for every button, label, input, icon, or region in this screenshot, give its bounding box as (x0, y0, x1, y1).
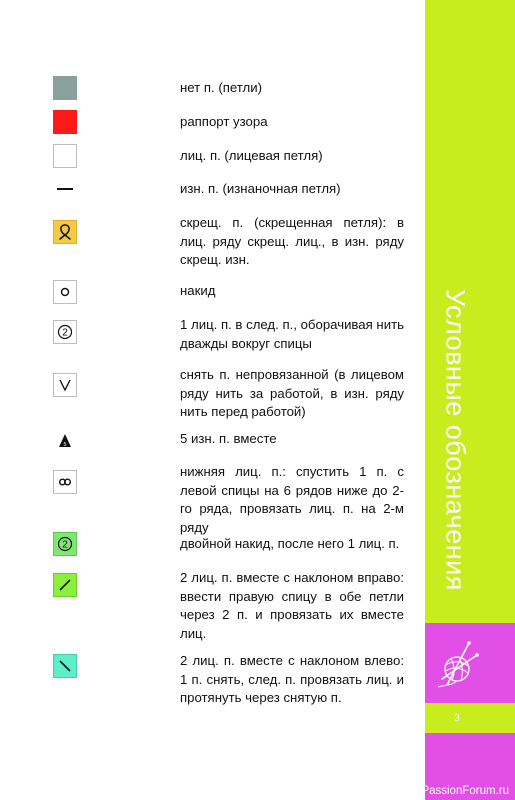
legend-text: 1 лиц. п. в след. п., оборачивая нить дважды вокруг спицы (180, 317, 404, 351)
double-yarn-over-circled-2-icon (53, 532, 77, 556)
five-purl-together-triangle-icon (53, 429, 77, 453)
page-number: 3 (454, 713, 460, 724)
svg-text:5: 5 (63, 442, 67, 448)
legend-text: нет п. (петли) (180, 80, 262, 95)
legend-text: нижняя лиц. п.: спустить 1 п. с левой спицы на 6 рядов ниже до 2-го ряда, провязать лиц. п. на 2-м ряду (180, 464, 404, 535)
twisted-stitch-loop-icon (53, 220, 77, 244)
no-stitch-gray-square-icon (53, 76, 77, 100)
legend-text: лиц. п. (лицевая петля) (180, 148, 323, 163)
purl-stitch-dash-icon (53, 177, 77, 201)
svg-text:2: 2 (62, 539, 68, 551)
yarn-ball-knitting-needles-icon (433, 639, 483, 689)
legend-text: снять п. непровязанной (в лицевом ряду нить за работой, в изн. ряду нить перед работой) (180, 367, 404, 419)
pattern-repeat-red-square-icon (53, 110, 77, 134)
legend-text: 2 лиц. п. вместе с наклоном вправо: ввести правую спицу в обе петли через 2 п. и провязать их вместе лиц. (180, 570, 404, 641)
section-title (425, 265, 485, 615)
double-wrap-circled-2-icon (53, 320, 77, 344)
yarn-over-circle-icon (53, 280, 77, 304)
legend-text: 5 изн. п. вместе (180, 431, 277, 446)
left-slant-decrease-icon (53, 654, 77, 678)
watermark: PassionForum.ru (421, 785, 509, 797)
knitting-logo-panel (425, 623, 515, 703)
legend-text: двойной накид, после него 1 лиц. п. (180, 536, 400, 551)
knit-stitch-empty-square-icon (53, 144, 77, 168)
legend-text: скрещ. п. (скрещенная петля): в лиц. ряду скрещ. лиц., в изн. ряду скрещ. изн. (180, 215, 404, 267)
legend-text: накид (180, 283, 216, 298)
legend-text: раппорт узора (180, 114, 268, 129)
dropped-stitch-infinity-icon (53, 470, 77, 494)
svg-text:2: 2 (62, 327, 68, 339)
legend-text: 2 лиц. п. вместе с наклоном влево: 1 п. снять, след. п. провязать лиц. и протянуть через снятую п. (180, 653, 404, 705)
section-title-text: Условные обозначения (440, 289, 471, 591)
legend-text: изн. п. (изнаночная петля) (180, 181, 341, 196)
slip-stitch-v-icon (53, 373, 77, 397)
right-slant-decrease-icon (53, 573, 77, 597)
